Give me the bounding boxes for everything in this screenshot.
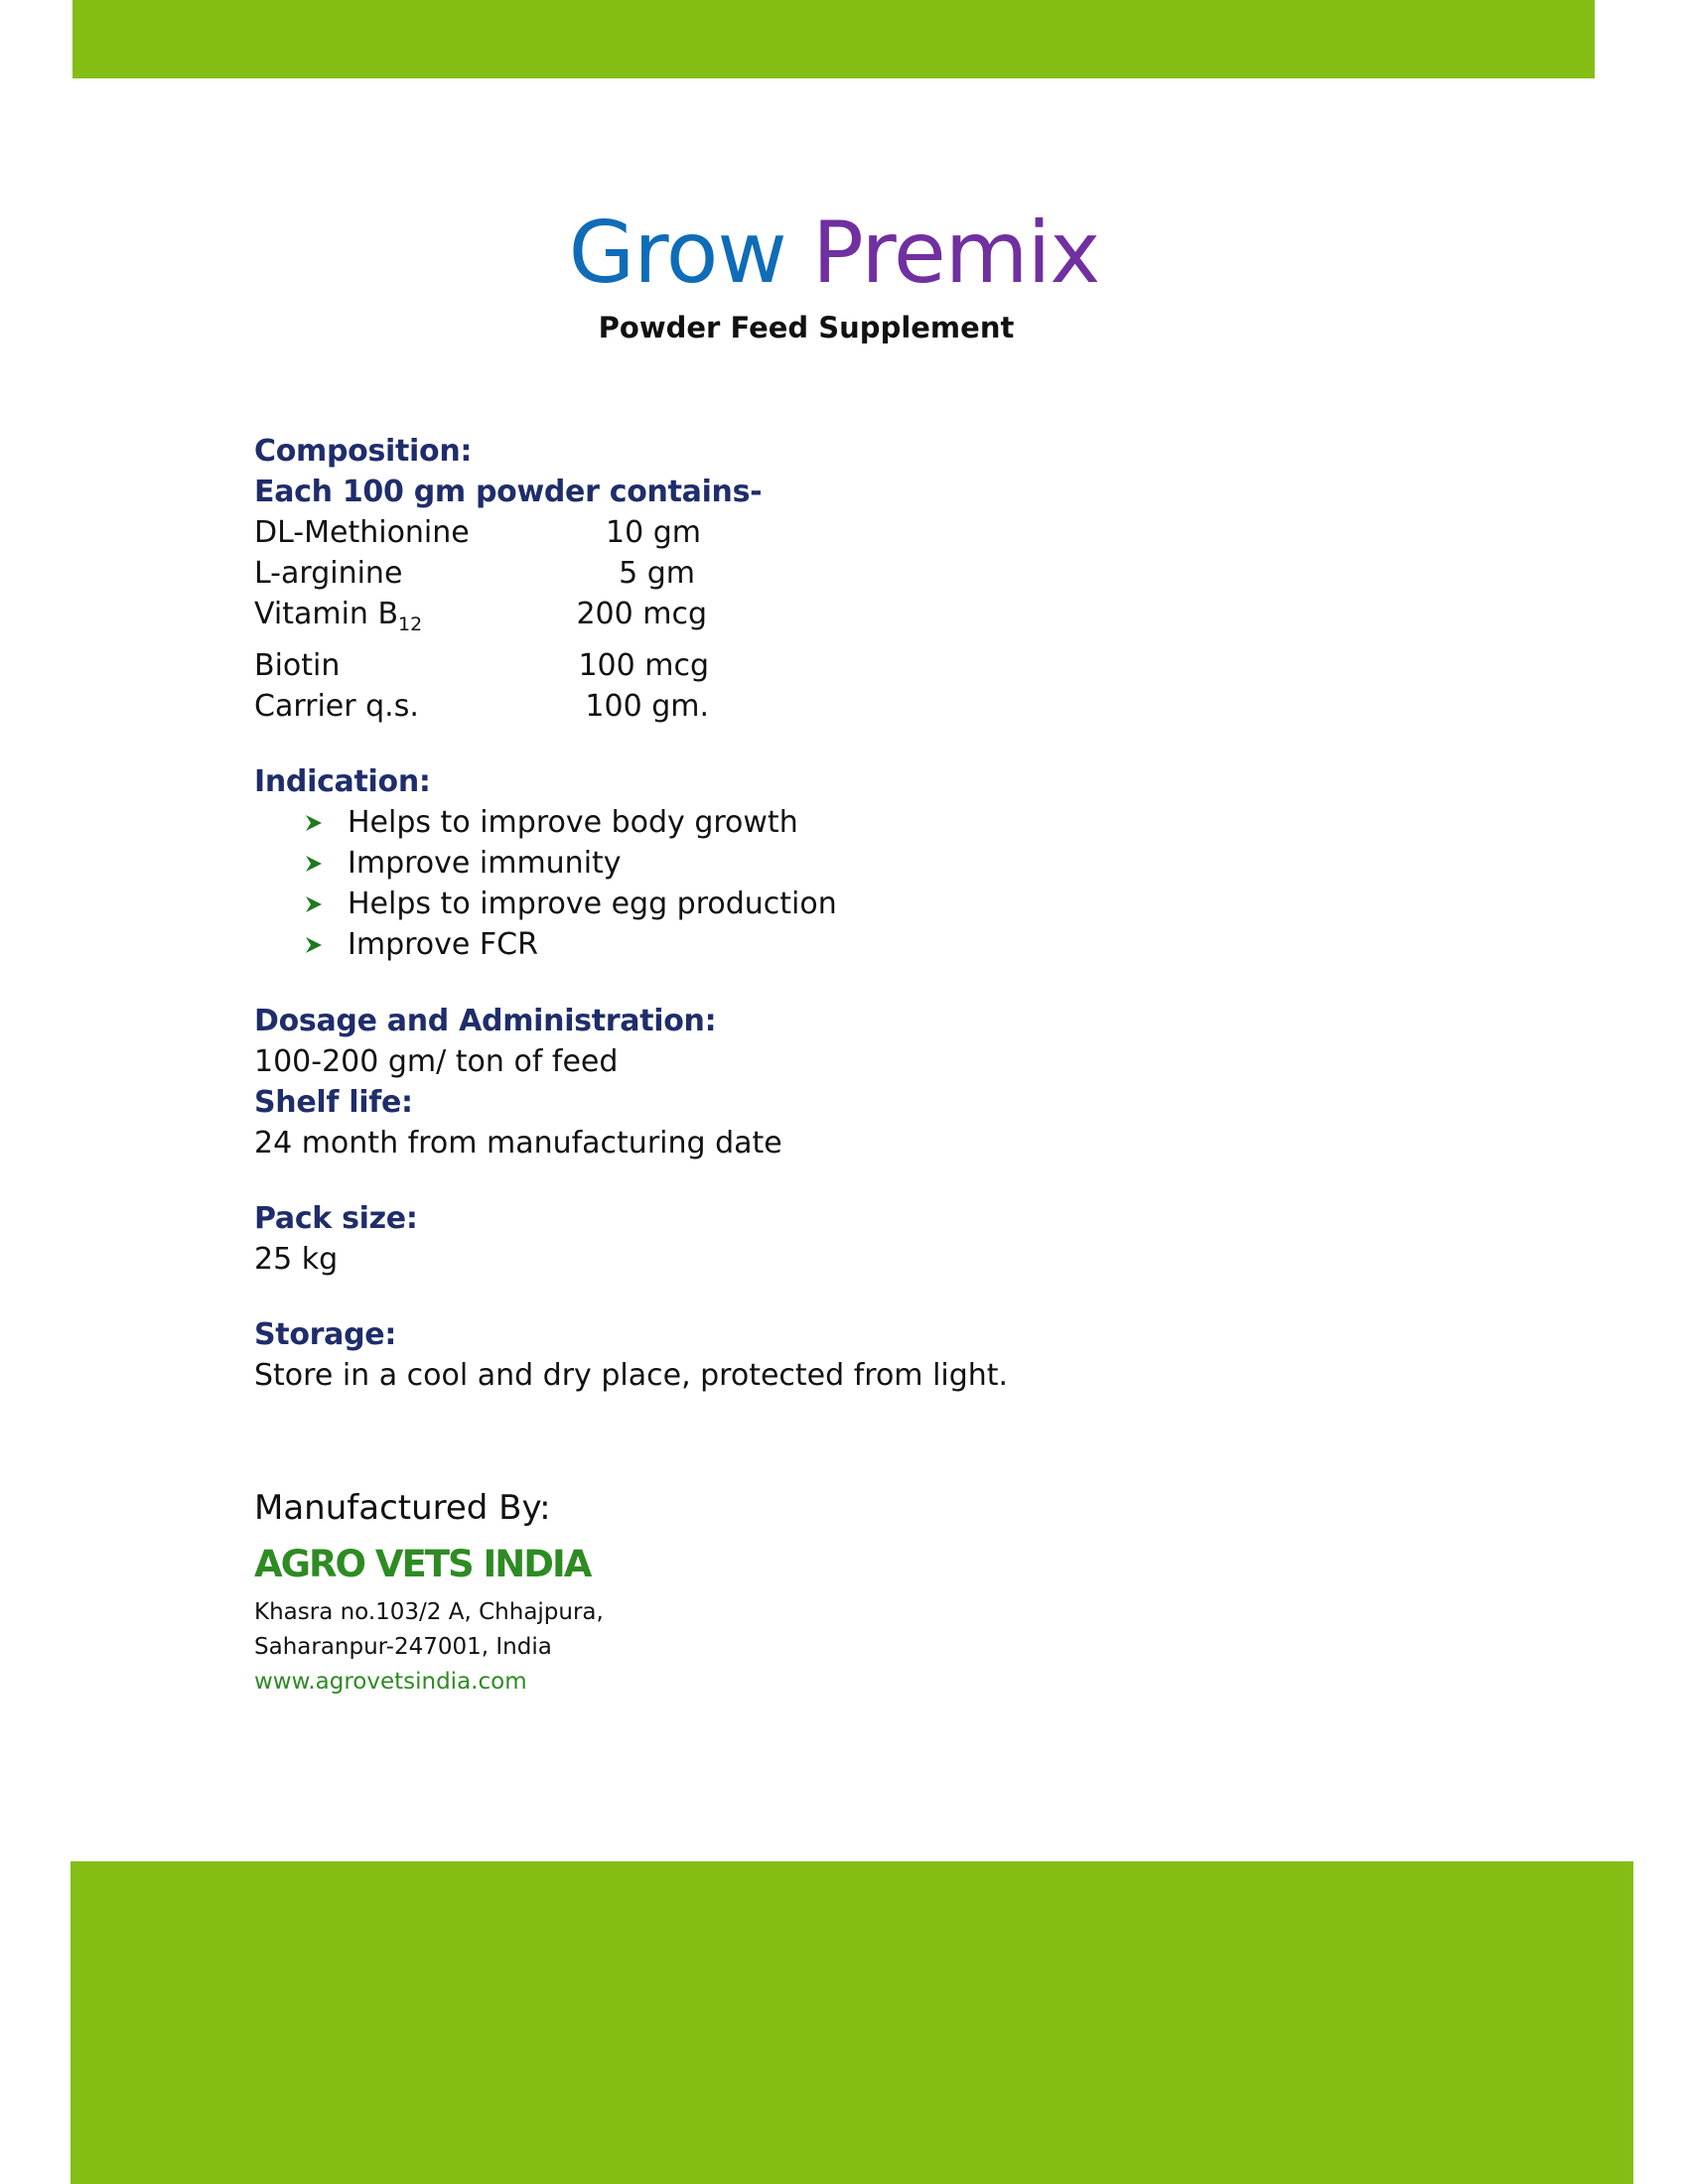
composition-subheading: Each 100 gm powder contains- (254, 475, 763, 509)
composition-row (254, 553, 1446, 594)
address-line-1: Khasra no.103/2 A, Chhajpura, (254, 1599, 604, 1625)
storage-heading: Storage: (254, 1317, 397, 1352)
composition-row (254, 686, 1446, 727)
product-title (0, 199, 1668, 308)
dosage-text: 100-200 gm/ ton of feed (254, 1044, 619, 1079)
indication-text: Improve immunity (348, 846, 622, 881)
arrow-bullet-icon (304, 894, 348, 914)
arrow-bullet-icon (304, 813, 348, 833)
ingredient-name: Biotin (254, 648, 341, 683)
list-item (304, 924, 1446, 965)
indication-heading: Indication: (254, 764, 431, 799)
ingredient-name: Carrier q.s. (254, 689, 419, 724)
pack-size-heading: Pack size: (254, 1201, 418, 1236)
list-item (304, 843, 1446, 884)
arrow-bullet-icon (304, 935, 348, 955)
top-green-band (72, 0, 1595, 78)
shelf-life-heading: Shelf life: (254, 1085, 413, 1120)
composition-row (254, 645, 1446, 686)
manufacturer-block (254, 1484, 1148, 1700)
product-details (254, 431, 1446, 1396)
composition-row (254, 594, 1446, 645)
pack-size-text: 25 kg (254, 1242, 339, 1277)
address-line-2: Saharanpur-247001, India (254, 1634, 552, 1660)
shelf-life-text: 24 month from manufacturing date (254, 1126, 782, 1160)
ingredient-amount: 200 mcg (576, 597, 707, 631)
ingredient-name: DL-Methionine (254, 515, 470, 550)
ingredient-amount: 5 gm (619, 556, 695, 591)
list-item (304, 802, 1446, 843)
composition-row (254, 512, 1446, 553)
arrow-bullet-icon (304, 854, 348, 874)
indication-text: Helps to improve egg production (348, 887, 837, 921)
manufacturer-name: AGRO VETS INDIA (254, 1543, 591, 1585)
storage-text: Store in a cool and dry place, protected from light. (254, 1358, 1009, 1393)
composition-heading: Composition: (254, 434, 473, 469)
dosage-heading: Dosage and Administration: (254, 1004, 717, 1038)
ingredient-subscript: 12 (398, 614, 423, 635)
product-subtitle: Powder Feed Supplement (598, 311, 1015, 344)
bottom-green-band (70, 1861, 1633, 2184)
title-part-grow: Grow (568, 204, 786, 303)
indication-text: Helps to improve body growth (348, 805, 798, 840)
ingredient-amount: 100 gm. (585, 689, 709, 724)
title-part-premix: Premix (785, 204, 1100, 303)
ingredient-amount: 100 mcg (578, 648, 709, 683)
ingredient-amount: 10 gm (606, 515, 701, 550)
list-item (304, 884, 1446, 924)
manufactured-by-label: Manufactured By: (254, 1488, 551, 1528)
indication-text: Improve FCR (348, 927, 538, 962)
ingredient-name: L-arginine (254, 556, 403, 591)
website-link[interactable]: www.agrovetsindia.com (254, 1669, 527, 1695)
ingredient-name: Vitamin B (254, 597, 399, 631)
indication-list (254, 802, 1446, 965)
